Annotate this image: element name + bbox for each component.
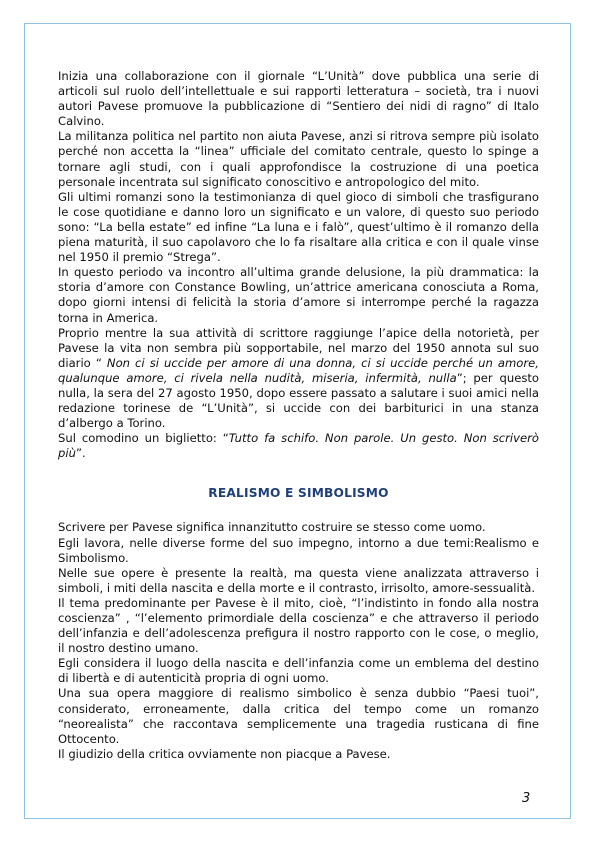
paragraph <box>58 129 539 189</box>
paragraph-text: Gli ultimi romanzi sono la testimonianza di quel gioco di simboli che trasfigurano le cose quotidiane e danno loro un significato e un valore, di questo suo periodo sono: “La bella estate” ed infine “La luna e i falò”, quest’ultimo è il romanzo della piena maturità, il suo capolavoro che lo fa risaltare alla critica e con il quale vinse nel 1950 il premio “Strega”. <box>58 189 539 265</box>
paragraph <box>58 520 539 535</box>
paragraph-text: Una sua opera maggiore di realismo simbolico è senza dubbio “Paesi tuoi”, considerato, erroneamente, dalla critica del tempo come un romanzo “neorealista” che raccontava semplicemente una tragedia rusticana di fine Ottocento. <box>58 686 539 746</box>
paragraph-text: Egli considera il luogo della nascita e dell’infanzia come un emblema del destino di libertà e di autenticità propria di ogni uomo. <box>58 656 539 686</box>
paragraph-text: ”. <box>75 446 86 461</box>
paragraph-text: Scrivere per Pavese significa innanzitutto costruire se stesso come uomo. <box>58 520 486 535</box>
paragraph <box>58 326 539 432</box>
biography-section <box>58 69 539 461</box>
paragraph-text: Sul comodino un biglietto: “ <box>58 431 229 446</box>
paragraph <box>58 566 539 596</box>
paragraph-text: In questo periodo va incontro all’ultima grande delusione, la più drammatica: la storia d’amore con Constance Bowling, un’attrice americana conosciuta a Roma, dopo giorni intensi di felicità la storia d’amore si interrompe perché la ragazza torna in America. <box>58 265 539 325</box>
paragraph-text: Nelle sue opere è presente la realtà, ma questa viene analizzata attraverso i simboli, i miti della nascita e della morte e il contrasto, irrisolto, amore-sessualità. <box>58 565 539 595</box>
paragraph <box>58 686 539 746</box>
quoted-text: Non ci si uccide per amore di una donna, ci si uccide perché un amore, qualunque amore, ci rivela nella nudità, miseria, infermità, nulla <box>58 355 539 385</box>
paragraph <box>58 431 539 461</box>
paragraph <box>58 190 539 265</box>
paragraph-text: Il giudizio della critica ovviamente non piacque a Pavese. <box>58 746 391 761</box>
page-number: 3 <box>522 791 531 806</box>
paragraph-text: Il tema predominante per Pavese è il mito, cioè, “l’indistinto in fondo alla nostra coscienza” , “l’elemento primordiale della coscienza” e che attraverso il periodo dell’infanzia e dell’adolescenza prefigura il nostro rapporto con le cose, o meglio, il nostro destino umano. <box>58 595 539 656</box>
paragraph-text: Egli lavora, nelle diverse forme del suo impegno, intorno a due temi:Realismo e Simbolismo. <box>58 535 539 565</box>
paragraph-text: Proprio mentre la sua attività di scrittore raggiunge l’apice della notorietà, per Pavese la vita non sembra più sopportabile, nel marzo del 1950 annota sul suo diario “ <box>58 325 539 370</box>
section-heading: REALISMO E SIMBOLISMO <box>208 486 389 501</box>
quoted-text: Tutto fa schifo. Non parole. Un gesto. Non scriverò più <box>58 431 539 461</box>
paragraph-text: ”; per questo nulla, la sera del 27 agosto 1950, dopo essere passato a salutare i suoi amici nella redazione torinese de “L’Unità”, si uccide con dei barbiturici in una stanza d’albergo a Torino. <box>58 370 540 431</box>
paragraph <box>58 69 539 129</box>
paragraph <box>58 265 539 325</box>
paragraph-text: La militanza politica nel partito non aiuta Pavese, anzi si ritrova sempre più isolato perché non accetta la “linea” ufficiale del comitato centrale, questo lo spinge a tornare agli studi, con i quali approfondisce la costruzione di una poetica personale incentrata sul significato conoscitivo e antropologico del mito. <box>58 129 539 189</box>
paragraph <box>58 747 539 762</box>
document-body <box>58 69 539 762</box>
paragraph <box>58 596 539 656</box>
paragraph <box>58 536 539 566</box>
paragraph-text: Inizia una collaborazione con il giornale “L’Unità” dove pubblica una serie di articoli sul ruolo dell’intellettuale e sui rapporti letteratura – società, tra i nuovi autori Pavese promuove la pubblicazione di “Sentiero dei nidi di ragno” di Italo Calvino. <box>58 69 539 129</box>
realism-symbolism-section <box>58 520 539 762</box>
paragraph <box>58 656 539 686</box>
